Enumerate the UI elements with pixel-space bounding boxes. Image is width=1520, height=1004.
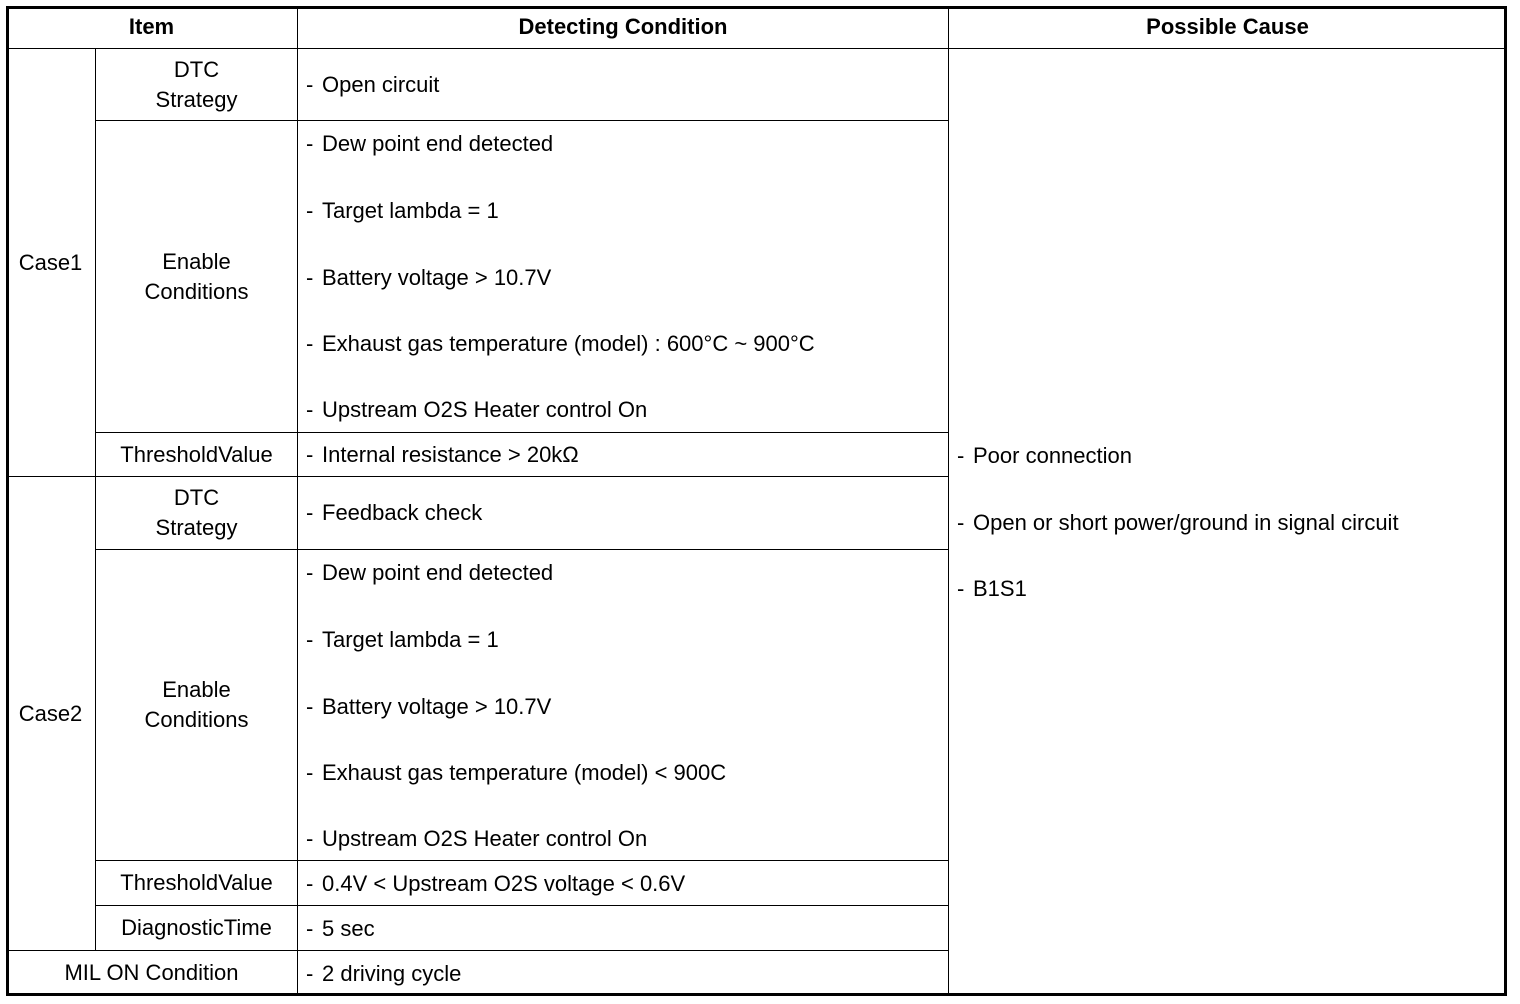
case2-label-cell: [6, 477, 96, 951]
possible-cause-2: B1S1: [973, 576, 1027, 601]
case2-diagnostic-time-label: DiagnosticTime: [121, 915, 272, 940]
dash-glyph: -: [306, 694, 314, 719]
case1-dtc-strategy-text: Open circuit: [322, 72, 440, 97]
case2-dtc-strategy-text: Feedback check: [322, 500, 483, 525]
list-item: [306, 758, 726, 788]
dash-glyph: -: [957, 510, 965, 535]
header-possible-cause-label: Possible Cause: [1146, 14, 1309, 39]
header-item: [6, 6, 298, 49]
case1-label-cell: [6, 49, 96, 477]
case1-enable-conditions-label-cell: [96, 121, 298, 433]
dash-glyph: -: [306, 131, 314, 156]
list-item: [306, 263, 551, 293]
case1-dtc-strategy-label-line1: DTC: [173, 56, 220, 82]
case2-enable-label-line2: Conditions: [144, 707, 249, 732]
possible-cause-0: Poor connection: [973, 443, 1132, 468]
dash-glyph: -: [306, 871, 314, 896]
case2-enable-conditions-list: [298, 550, 949, 861]
case1-enable-item-1: Target lambda = 1: [322, 198, 499, 223]
case2-enable-item-1: Target lambda = 1: [322, 627, 499, 652]
case1-label: Case1: [18, 249, 83, 275]
case2-diagnostic-time-value: [306, 914, 375, 944]
list-item: [306, 129, 553, 159]
case1-enable-conditions-list: [298, 121, 949, 433]
case2-diagnostic-time-value-cell: [298, 906, 949, 951]
case1-enable-item-2: Battery voltage > 10.7V: [322, 265, 552, 290]
case1-enable-label-line1: Enable: [162, 248, 231, 274]
mil-value-text: 2 driving cycle: [322, 961, 462, 986]
mil-label: MIL ON Condition: [64, 960, 239, 985]
case1-dtc-strategy-label-cell: [96, 49, 298, 121]
case2-enable-item-2: Battery voltage > 10.7V: [322, 694, 552, 719]
dash-glyph: -: [306, 72, 314, 97]
case2-enable-conditions-label-cell: [96, 550, 298, 861]
case2-enable-item-3: Exhaust gas temperature (model) < 900C: [322, 760, 727, 785]
mil-label-cell: [6, 951, 298, 996]
case2-threshold-label-cell: [96, 861, 298, 906]
dash-glyph: -: [306, 198, 314, 223]
case2-dtc-strategy-label-line2: Strategy: [155, 515, 238, 540]
case2-threshold-text: 0.4V < Upstream O2S voltage < 0.6V: [322, 871, 686, 896]
case2-dtc-strategy-value: [306, 498, 482, 528]
case1-enable-item-0: Dew point end detected: [322, 131, 554, 156]
case1-dtc-strategy-value-cell: [298, 49, 949, 121]
case1-threshold-value-cell: [298, 433, 949, 477]
case1-threshold-label: ThresholdValue: [120, 441, 273, 467]
list-item: [957, 441, 1132, 471]
possible-cause-cell: [949, 49, 1507, 996]
header-possible-cause: [949, 6, 1507, 49]
list-item: [306, 329, 815, 359]
list-item: [306, 625, 499, 655]
case2-dtc-strategy-value-cell: [298, 477, 949, 550]
header-detecting-condition-label: Detecting Condition: [518, 14, 728, 39]
dash-glyph: -: [306, 560, 314, 585]
case1-enable-label-line2: Conditions: [144, 278, 249, 304]
case2-diagnostic-time-label-cell: [96, 906, 298, 951]
dash-glyph: -: [306, 265, 314, 290]
list-item: [306, 692, 551, 722]
header-item-label: Item: [128, 14, 175, 39]
case2-enable-label-line1: Enable: [162, 677, 231, 702]
case1-dtc-strategy-value: [306, 70, 439, 100]
mil-value: [306, 959, 461, 989]
case2-enable-item-0: Dew point end detected: [322, 560, 554, 585]
case2-threshold-value: [306, 869, 685, 899]
list-item: [306, 558, 553, 588]
list-item: [957, 574, 1027, 604]
case2-label: Case2: [18, 700, 83, 726]
dash-glyph: -: [306, 916, 314, 941]
mil-value-cell: [298, 951, 949, 996]
header-detecting-condition: [298, 6, 949, 49]
case1-dtc-strategy-label-line2: Strategy: [155, 86, 238, 112]
case1-enable-item-3: Exhaust gas temperature (model) : 600°C ~ 900°C: [322, 331, 815, 356]
list-item: [306, 824, 647, 854]
case2-diagnostic-time-text: 5 sec: [322, 916, 375, 941]
case1-threshold-label-cell: [96, 433, 298, 477]
dash-glyph: -: [957, 576, 965, 601]
dash-glyph: -: [306, 397, 314, 422]
case2-dtc-strategy-label-cell: [96, 477, 298, 550]
dash-glyph: -: [306, 760, 314, 785]
list-item: [957, 508, 1399, 538]
case2-threshold-value-cell: [298, 861, 949, 906]
case1-enable-item-4: Upstream O2S Heater control On: [322, 397, 648, 422]
case2-threshold-label: ThresholdValue: [120, 870, 273, 895]
case1-threshold-text: Internal resistance > 20kΩ: [322, 442, 579, 467]
dash-glyph: -: [306, 500, 314, 525]
possible-cause-1: Open or short power/ground in signal circuit: [973, 510, 1399, 535]
dash-glyph: -: [306, 442, 314, 467]
dash-glyph: -: [306, 961, 314, 986]
case1-threshold-value: [306, 440, 579, 470]
case2-dtc-strategy-label-line1: DTC: [173, 485, 220, 510]
list-item: [306, 395, 647, 425]
case2-enable-item-4: Upstream O2S Heater control On: [322, 826, 648, 851]
list-item: [306, 196, 499, 226]
dash-glyph: -: [306, 627, 314, 652]
dash-glyph: -: [306, 826, 314, 851]
dash-glyph: -: [957, 443, 965, 468]
dash-glyph: -: [306, 331, 314, 356]
